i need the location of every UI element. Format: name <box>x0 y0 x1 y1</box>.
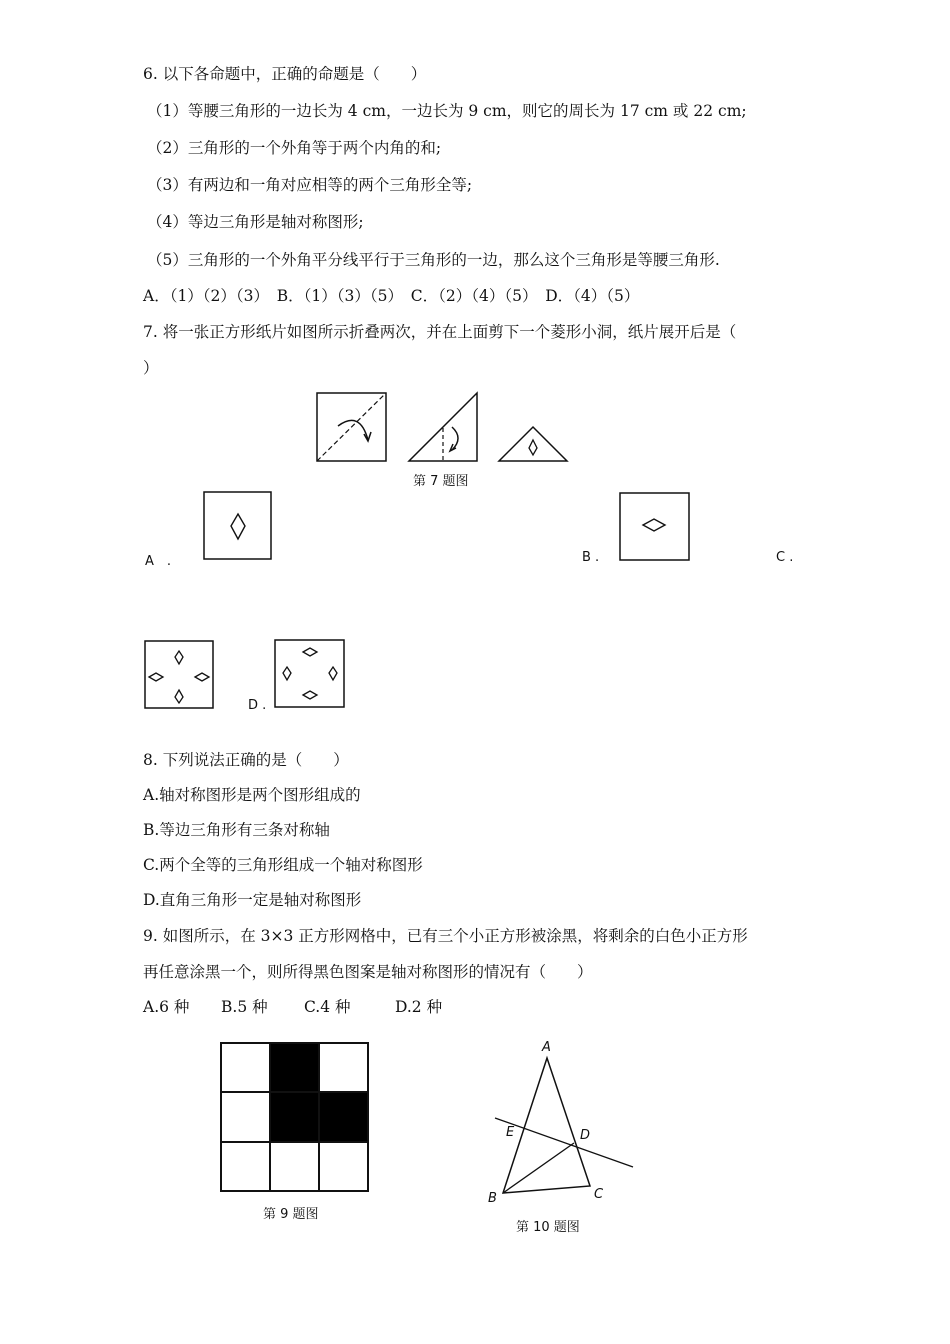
q10-label-d: D <box>580 1128 591 1143</box>
q6-item-1: （1）等腰三角形的一边长为 4 cm，一边长为 9 cm，则它的周长为 17 cm 或 22 cm; <box>147 102 747 120</box>
q7-figure-caption: 第 7 题图 <box>413 474 469 489</box>
q9-stem-line1: 9. 如图所示，在 3×3 正方形网格中，已有三个小正方形被涂黑，将剩余的白色小正方形 <box>143 927 748 945</box>
q7-option-c-label: C . <box>776 550 794 565</box>
q8-option-d: D.直角三角形一定是轴对称图形 <box>143 891 362 909</box>
q6-item-3: （3）有两边和一角对应相等的两个三角形全等; <box>147 176 473 194</box>
q9-option-b: B.5 种 <box>221 998 268 1016</box>
q9-option-c: C.4 种 <box>304 998 351 1016</box>
q9-option-d: D.2 种 <box>395 998 443 1016</box>
q8-option-b: B.等边三角形有三条对称轴 <box>143 821 330 839</box>
q7-stem-line2: ） <box>143 359 159 377</box>
q9-stem-line2: 再任意涂黑一个，则所得黑色图案是轴对称图形的情况有（ ） <box>143 963 593 981</box>
q7-option-b-label: B . <box>582 550 600 565</box>
q7-option-a-label: A . <box>145 554 172 569</box>
q9-figure-caption: 第 9 题图 <box>263 1207 319 1222</box>
q7-option-d-label: D . <box>248 698 267 713</box>
q9-option-a: A.6 种 <box>143 998 190 1016</box>
q7-stem-line1: 7. 将一张正方形纸片如图所示折叠两次，并在上面剪下一个菱形小洞，纸片展开后是（ <box>143 323 737 341</box>
q6-item-5: （5）三角形的一个外角平分线平行于三角形的一边，那么这个三角形是等腰三角形. <box>147 251 720 269</box>
q8-option-c: C.两个全等的三角形组成一个轴对称图形 <box>143 856 423 874</box>
q10-label-e: E <box>506 1125 515 1140</box>
q10-label-b: B <box>488 1191 497 1206</box>
q8-option-a: A.轴对称图形是两个图形组成的 <box>143 786 361 804</box>
q6-stem: 6. 以下各命题中，正确的命题是（ ） <box>143 65 427 83</box>
q10-figure-caption: 第 10 题图 <box>516 1220 580 1235</box>
q10-label-a: A <box>542 1040 551 1055</box>
q6-item-4: （4）等边三角形是轴对称图形; <box>147 213 364 231</box>
q10-label-c: C <box>594 1187 604 1202</box>
q8-stem: 8. 下列说法正确的是（ ） <box>143 751 349 769</box>
q6-item-2: （2）三角形的一个外角等于两个内角的和; <box>147 139 442 157</box>
q6-options: A．（1）（2）（3） B．（1）（3）（5） C．（2）（4）（5） D．（4）（5） <box>143 287 640 305</box>
